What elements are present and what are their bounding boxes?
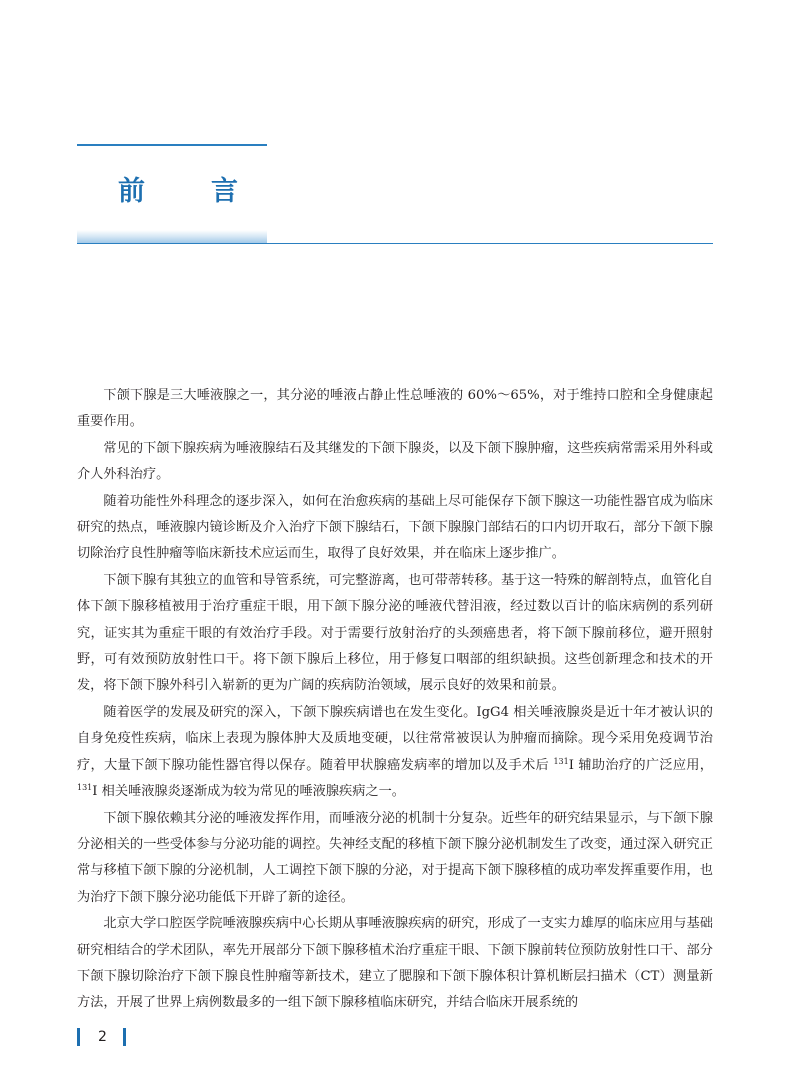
paragraph-6: 下颌下腺依赖其分泌的唾液发挥作用，而唾液分泌的机制十分复杂。近些年的研究结果显示，与下颌下腺分泌相关的一些受体参与分泌功能的调控。失神经支配的移植下颌下腺分泌机制发生了改变，通过深入研究正常与移植下颌下腺的分泌机制，人工调控下颌下腺的分泌，对于提高下颌下腺移植的成功率发挥重要作用，也为治疗下颌下腺分泌功能低下开辟了新的途径。 — [77, 810, 713, 905]
paragraph-4: 下颌下腺有其独立的血管和导管系统，可完整游离，也可带蒂转移。基于这一特殊的解剖特点，血管化自体下颌下腺移植被用于治疗重症干眼，用下颌下腺分泌的唾液代替泪液，经过数以百计的临床病例的系列研究，证实其为重症干眼的有效治疗手段。对于需要行放射治疗的头颈癌患者，将下颌下腺前移位，避开照射野，可有效预防放射性口干。将下颌下腺后上移位，用于修复口咽部的组织缺损。这些创新理念和技术的开发，将下颌下腺外科引入崭新的更为广阔的疾病防治领域，展示良好的效果和前景。 — [77, 572, 713, 694]
paragraph-1: 下颌下腺是三大唾液腺之一，其分泌的唾液占静止性总唾液的 60%～65%，对于维持口腔和全身健康起重要作用。 — [77, 388, 713, 430]
page-number: 2 — [98, 1029, 107, 1045]
paragraph-5 — [77, 700, 713, 806]
isotope-superscript-1: 131 — [553, 756, 569, 766]
preface-body — [77, 383, 713, 1017]
isotope-superscript-2: 131 — [77, 783, 93, 793]
page-footer — [77, 1026, 126, 1048]
title-gradient-band — [77, 230, 267, 244]
title-bottom-rule — [77, 243, 713, 244]
title-top-rule — [77, 144, 267, 146]
paragraph-5-part-a: 随着医学的发展及研究的深入，下颌下腺疾病谱也在发生变化。IgG4 相关唾液腺炎是近十年才被认识的自身免疫性疾病，临床上表现为腺体肿大及质地变硬，以往常常被误认为肿瘤而摘除。现今采用免疫调节治疗，大量下颌下腺功能性器官得以保存。随着甲状腺癌发病率的增加以及手术后 — [77, 704, 713, 773]
paragraph-2: 常见的下颌下腺疾病为唾液腺结石及其继发的下颌下腺炎，以及下颌下腺肿瘤，这些疾病常需采用外科或介人外科治疗。 — [77, 440, 713, 483]
paragraph-5-part-b: I 辅助治疗的广泛应用， — [568, 757, 713, 773]
page-title-char-2: 言 — [211, 176, 238, 207]
footer-left-bar — [77, 1028, 80, 1046]
page-title — [118, 170, 238, 214]
page-title-char-1: 前 — [118, 176, 145, 207]
footer-right-bar — [123, 1028, 126, 1046]
paragraph-5-part-c: I 相关唾液腺炎逐渐成为较为常见的唾液腺疾病之一。 — [92, 784, 405, 800]
paragraph-3: 随着功能性外科理念的逐步深入，如何在治愈疾病的基础上尽可能保存下颌下腺这一功能性器官成为临床研究的热点，唾液腺内镜诊断及介入治疗下颌下腺结石，下颌下腺腺门部结石的口内切开取石，部分下颌下腺切除治疗良性肿瘤等临床新技术应运而生，取得了良好效果，并在临床上逐步推广。 — [77, 493, 713, 562]
paragraph-7: 北京大学口腔医学院唾液腺疾病中心长期从事唾液腺疾病的研究，形成了一支实力雄厚的临床应用与基础研究相结合的学术团队，率先开展部分下颌下腺移植术治疗重症干眼、下颌下腺前转位预防放射性口干、部分下颌下腺切除治疗下颌下腺良性肿瘤等新技术，建立了腮腺和下颌下腺体积计算机断层扫描术（CT）测量新方法，开展了世界上病例数最多的一组下颌下腺移植临床研究，并结合临床开展系统的 — [77, 916, 713, 1011]
